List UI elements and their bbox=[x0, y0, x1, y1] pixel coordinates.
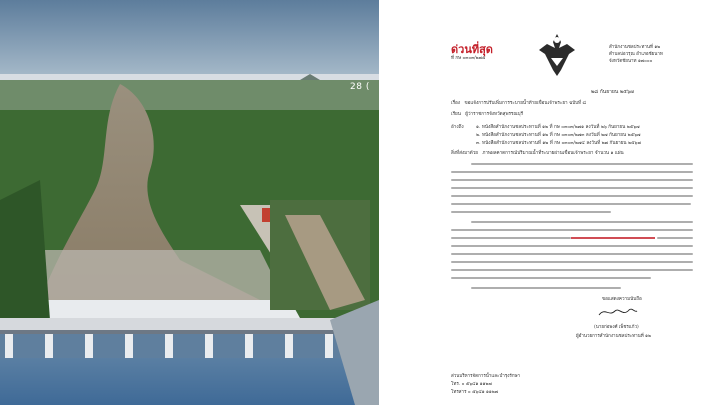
attachment-text: ภาพผลคาดการณ์ปริมาณน้ำที่ระบายผ่านเขื่อนเจ้าพระยา จำนวน ๑ แผ่น bbox=[482, 151, 624, 156]
official-letter bbox=[379, 0, 720, 405]
footer-line: โทร. ๐ ๕๖๔๑ ๑๑๒๗ bbox=[451, 382, 492, 387]
recipient-label: เรียน bbox=[451, 112, 461, 117]
references-label: อ้างถึง bbox=[451, 125, 464, 130]
subject-row bbox=[451, 100, 586, 107]
garuda-emblem-icon bbox=[535, 30, 579, 80]
signature-icon bbox=[597, 305, 639, 319]
footer-line: ส่วนบริหารจัดการน้ำและบำรุงรักษา bbox=[451, 374, 521, 379]
office-address bbox=[609, 45, 663, 65]
reference-item: ๑. หนังสือสำนักงานชลประทานที่ ๑๒ ที่ กษ ๐๓๐๓/๒๗๑ ลงวันที่ ๒๖ กันยายน ๒๕๖๗ bbox=[476, 125, 640, 130]
closing-text: ขอแสดงความนับถือ bbox=[602, 297, 642, 302]
office-line: ตำบลบ่อวรุณ อำเภอชัยนาท bbox=[609, 51, 663, 57]
footer-line: โทรสาร ๐ ๕๖๔๑ ๑๑๒๗ bbox=[451, 390, 499, 395]
attachment-row bbox=[451, 150, 624, 157]
signer-name: (นายก่อพงศ์ เพ็ชรแก้ว) bbox=[594, 325, 639, 330]
highlighted-text bbox=[571, 237, 655, 239]
letter-date: ๒๘ กันยายน ๒๕๖๗ bbox=[591, 89, 634, 95]
attachment-label: สิ่งที่ส่งมาด้วย bbox=[451, 151, 478, 156]
office-line: สำนักงานชลประทานที่ ๑๒ bbox=[609, 45, 661, 50]
subject-label: เรื่อง bbox=[451, 101, 461, 106]
signer-title: ผู้อำนวยการสำนักงานชลประทานที่ ๑๒ bbox=[576, 334, 651, 339]
urgency-label: ด่วนที่สุด bbox=[451, 43, 493, 56]
reference-item: ๒. หนังสือสำนักงานชลประทานที่ ๑๒ ที่ กษ ๐๓๐๓/๒๗๓ ลงวันที่ ๒๗ กันยายน ๒๕๖๗ bbox=[476, 133, 641, 138]
reference-number: ที่ กษ ๐๓๐๓/๒๗๕ bbox=[451, 56, 486, 61]
subject-text: ขอแจ้งการปรับเพิ่มการระบายน้ำท้ายเขื่อนเจ้าพระยา ฉบับที่ ๘ bbox=[464, 101, 587, 106]
recipient-row bbox=[451, 111, 523, 118]
reference-item: ๓. หนังสือสำนักงานชลประทานที่ ๑๒ ที่ กษ ๐๓๐๓/๒๗๔ ลงวันที่ ๒๗ กันยายน ๒๕๖๗ bbox=[476, 141, 641, 146]
office-line: จังหวัดชัยนาท ๑๗๐๐๐ bbox=[609, 58, 653, 64]
recipient-text: ผู้ว่าราชการจังหวัดสุพรรณบุรี bbox=[465, 112, 524, 117]
photo-caption-fragment: 28 ( bbox=[350, 82, 370, 92]
